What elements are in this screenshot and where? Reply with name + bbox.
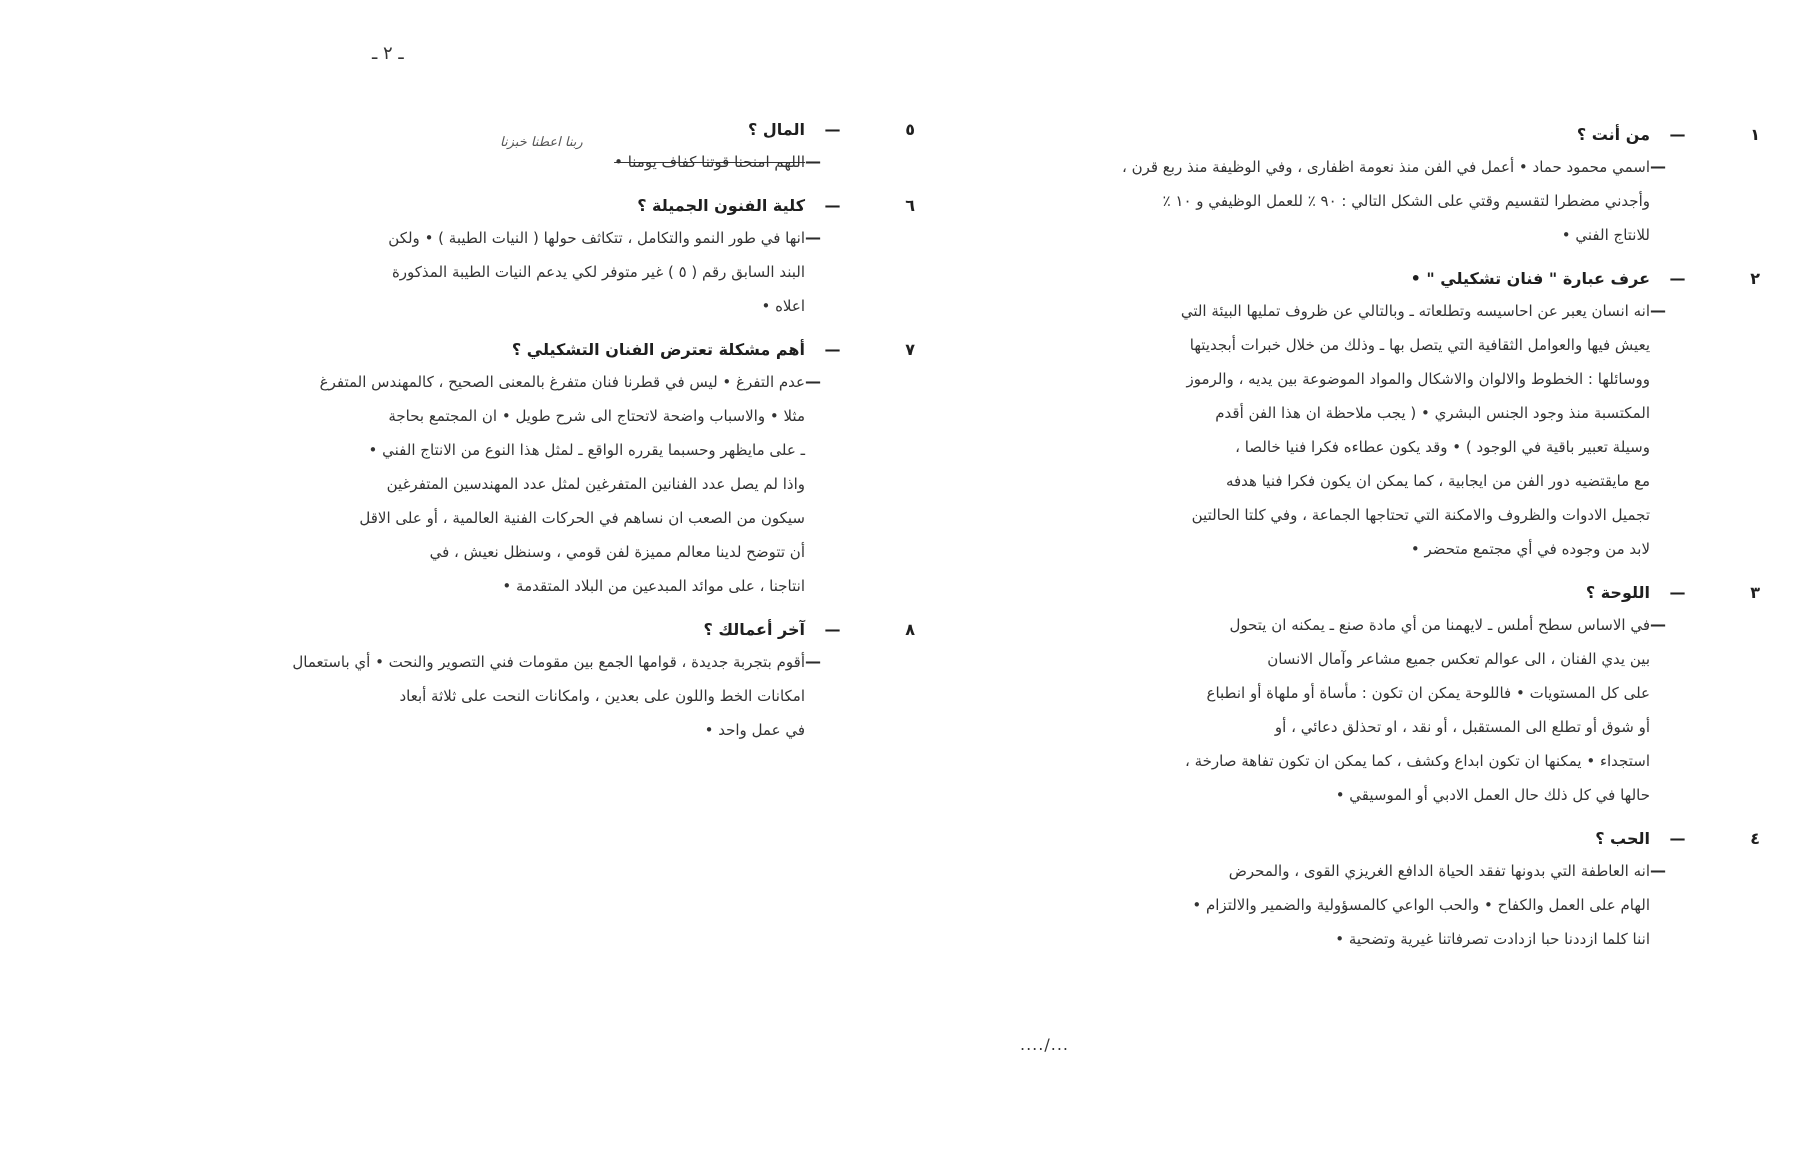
page-number: ـ ٢ ـ [372, 43, 404, 64]
handwritten-note: ربنا اعطنا خبزنا [500, 135, 583, 150]
dash-mark: — [805, 152, 821, 171]
question-number: ٢ [1750, 269, 1760, 288]
answer-line: انتاجنا ، على موائد المبدعين من البلاد المتقدمة • [502, 577, 805, 595]
question-title: عرف عبارة " فنان تشكيلي " • [1410, 269, 1650, 288]
answer-line: مثلا • والاسباب واضحة لاتحتاج الى شرح طويل • ان المجتمع بحاجة [388, 407, 805, 425]
question-title: اللوحة ؟ [1585, 583, 1650, 602]
question-heading [1030, 264, 1760, 294]
answer-text [1030, 608, 1650, 812]
answer-line: المكتسبة منذ وجود الجنس البشري • ( يجب ملاحظة ان هذا الفن أقدم [1215, 404, 1650, 422]
answer-line: اللهم امنحنا قوتنا كفاف يومنا • [614, 153, 805, 171]
answer-line: انه العاطفة التي بدونها تفقد الحياة الدافع الغريزي القوى ، والمحرض [1228, 862, 1650, 880]
answer-text [115, 221, 805, 323]
answer-line: اسمي محمود حماد • أعمل في الفن منذ نعومة اظفارى ، وفي الوظيفة منذ ربع قرن ، [1121, 158, 1650, 176]
question-block [1030, 264, 1760, 566]
question-heading [115, 115, 915, 145]
answer-line: ـ على مايظهر وحسبما يقرره الواقع ـ لمثل هذا النوع من الانتاج الفني • [368, 441, 805, 459]
question-block [1030, 578, 1760, 812]
dash-mark: — [805, 372, 821, 391]
question-title: كلية الفنون الجميلة ؟ [637, 196, 805, 215]
answer-text [115, 365, 805, 603]
question-number: ٤ [1750, 829, 1760, 848]
question-block [115, 615, 915, 747]
left-column [115, 115, 915, 759]
answer-line: وسيلة تعبير باقية في الوجود ) • وقد يكون عطاءه فكرا فنيا خالصا ، [1235, 438, 1650, 456]
dash-mark: — [824, 120, 841, 139]
answer-line: أن تتوضح لدينا معالم مميزة لفن قومي ، وسنظل نعيش ، في [429, 543, 805, 561]
answer-line: بين يدي الفنان ، الى عوالم تعكس جميع مشاعر وآمال الانسان [1267, 650, 1650, 668]
answer-text [115, 145, 805, 179]
question-heading [1030, 824, 1760, 854]
answer-line: حالها في كل ذلك حال العمل الادبي أو الموسيقي • [1335, 786, 1650, 804]
question-block [115, 115, 915, 179]
question-heading [115, 191, 915, 221]
answer-line: انه انسان يعبر عن احاسيسه وتطلعاته ـ وبالتالي عن ظروف تمليها البيئة التي [1180, 302, 1650, 320]
dash-mark: — [1669, 269, 1686, 288]
answer-line: سيكون من الصعب ان نساهم في الحركات الفنية العالمية ، أو على الاقل [359, 509, 805, 527]
question-title: أهم مشكلة تعترض الفنان التشكيلي ؟ [511, 340, 805, 359]
answer-text [115, 645, 805, 747]
question-number: ٧ [905, 340, 915, 359]
answer-body [115, 221, 915, 323]
question-heading [115, 335, 915, 365]
question-number: ٨ [905, 620, 915, 639]
answer-line: امكانات الخط واللون على بعدين ، وامكانات النحت على ثلاثة أبعاد [399, 687, 805, 705]
answer-line: في عمل واحد • [704, 721, 805, 739]
answer-body [1030, 608, 1760, 812]
question-number: ٥ [905, 120, 915, 139]
answer-line: استجداء • يمكنها ان تكون ابداع وكشف ، كما يمكن ان تكون تفاهة صارخة ، [1185, 752, 1650, 770]
answer-line: اعلاه • [761, 297, 805, 315]
dash-mark: — [824, 196, 841, 215]
dash-mark: — [1669, 829, 1686, 848]
answer-line: واذا لم يصل عدد الفنانين المتفرغين لمثل عدد المهندسين المتفرغين [386, 475, 805, 493]
answer-line: البند السابق رقم ( ٥ ) غير متوفر لكي يدعم النيات الطيبة المذكورة [391, 263, 805, 281]
answer-body [115, 365, 915, 603]
answer-text [1030, 854, 1650, 956]
answer-line: في الاساس سطح أملس ـ لايهمنا من أي مادة صنع ـ يمكنه ان يتحول [1229, 616, 1650, 634]
answer-line: وأجدني مضطرا لتقسيم وقتي على الشكل التالي : ٩٠ ٪ للعمل الوظيفي و ١٠ ٪ [1162, 192, 1650, 210]
dash-mark: — [805, 652, 821, 671]
question-number: ١ [1750, 125, 1760, 144]
dash-mark: — [1669, 125, 1686, 144]
answer-line: الهام على العمل والكفاح • والحب الواعي كالمسؤولية والضمير والالتزام • [1192, 896, 1650, 914]
answer-text [1030, 150, 1650, 252]
answer-body [1030, 854, 1760, 956]
question-number: ٣ [1750, 583, 1760, 602]
answer-line: على كل المستويات • فاللوحة يمكن ان تكون : مأساة أو ملهاة أو انطباع [1206, 684, 1650, 702]
answer-body [1030, 294, 1760, 566]
answer-line: ووسائلها : الخطوط والالوان والاشكال والمواد الموضوعة بين يديه ، والرموز [1186, 370, 1650, 388]
question-number: ٦ [905, 196, 915, 215]
dash-mark: — [805, 228, 821, 247]
answer-line: يعيش فيها والعوامل الثقافية التي يتصل بها ـ وذلك من خلال خبرات أبجديتها [1189, 336, 1650, 354]
answer-body [115, 645, 915, 747]
question-heading [1030, 578, 1760, 608]
dash-mark: — [1669, 583, 1686, 602]
answer-line: مع مايقتضيه دور الفن من ايجابية ، كما يمكن ان يكون فكرا فنيا هدفه [1225, 472, 1650, 490]
answer-line: للانتاج الفني • [1561, 226, 1650, 244]
dash-mark: — [1650, 301, 1666, 320]
answer-line: أو شوق أو تطلع الى المستقبل ، أو نقد ، او تحذلق دعائي ، أو [1274, 718, 1650, 736]
answer-body [1030, 150, 1760, 252]
answer-body [115, 145, 915, 179]
answer-text [1030, 294, 1650, 566]
question-title: آخر أعمالك ؟ [703, 620, 805, 639]
answer-line: لابد من وجوده في أي مجتمع متحضر • [1410, 540, 1650, 558]
answer-line: انها في طور النمو والتكامل ، تتكاثف حولها ( النيات الطيبة ) • ولكن [388, 229, 805, 247]
answer-line: أقوم بتجربة جديدة ، قوامها الجمع بين مقومات فني التصوير والنحت • أي باستعمال [292, 653, 805, 671]
question-block [115, 335, 915, 603]
question-block [115, 191, 915, 323]
answer-line: تجميل الادوات والظروف والامكنة التي تحتاجها الجماعة ، وفي كلتا الحالتين [1191, 506, 1650, 524]
answer-line: عدم التفرغ • ليس في قطرنا فنان متفرغ بالمعنى الصحيح ، كالمهندس المتفرغ [319, 373, 805, 391]
right-column [1030, 120, 1760, 968]
dash-mark: — [824, 620, 841, 639]
question-block [1030, 120, 1760, 252]
dash-mark: — [824, 340, 841, 359]
page-footer: ..../... [1020, 1035, 1069, 1054]
question-title: من أنت ؟ [1576, 125, 1650, 144]
question-title: الحب ؟ [1595, 829, 1650, 848]
answer-line: اننا كلما ازددنا حبا ازدادت تصرفاتنا غيرية وتضحية • [1335, 930, 1650, 948]
question-block [1030, 824, 1760, 956]
question-heading [115, 615, 915, 645]
dash-mark: — [1650, 615, 1666, 634]
dash-mark: — [1650, 861, 1666, 880]
question-title: المال ؟ [748, 120, 805, 139]
question-heading [1030, 120, 1760, 150]
dash-mark: — [1650, 157, 1666, 176]
